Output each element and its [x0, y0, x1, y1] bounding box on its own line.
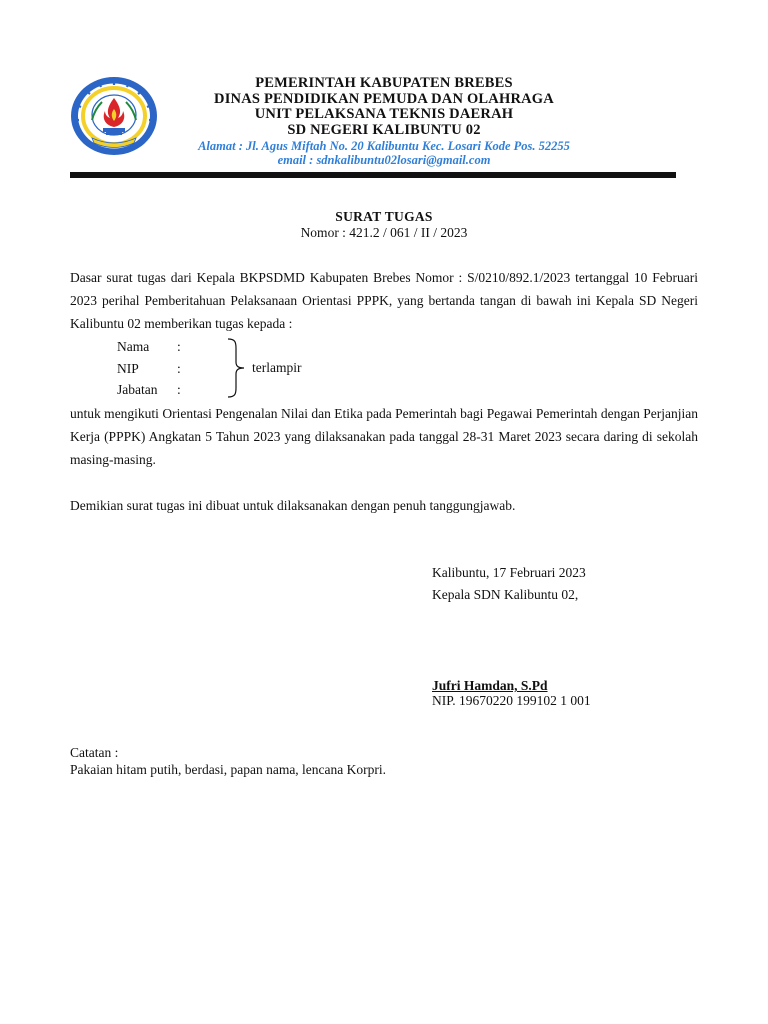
- assignee-fields: [117, 336, 187, 401]
- signatory-name: Jufri Hamdan, S.Pd: [432, 678, 548, 693]
- signatory-nip: NIP. 19670220 199102 1 001: [432, 693, 591, 708]
- fields-value: terlampir: [252, 360, 302, 375]
- field-label: Nama: [117, 339, 150, 354]
- field-row-nip: [117, 358, 187, 380]
- field-colon: :: [177, 360, 181, 376]
- field-colon: :: [177, 382, 181, 397]
- signature-position: Kepala SDN Kalibuntu 02,: [432, 587, 579, 602]
- document-heading: [70, 209, 698, 241]
- letterhead-government-line: PEMERINTAH KABUPATEN BREBES: [255, 75, 513, 91]
- field-row-name: [117, 336, 187, 358]
- note-label: Catatan :: [70, 745, 119, 760]
- signature-block: [432, 562, 586, 606]
- note-text: Pakaian hitam putih, berdasi, papan nama, lencana Korpri.: [70, 762, 387, 777]
- letterhead: [170, 76, 598, 167]
- assignment-paragraph: untuk mengikuti Orientasi Pengenalan Nilai dan Etika pada Pemerintah bagi Pegawai Pemerintah dengan Perjanjian Kerja (PPPK) Angkatan 5 Tahun 2023 yang dilaksanakan pada tanggal 28-31 Maret 2023 secara daring di sekolah masing-masing.: [70, 406, 698, 467]
- signature-place-date: Kalibuntu, 17 Februari 2023: [432, 565, 586, 580]
- document-number: Nomor : 421.2 / 061 / II / 2023: [300, 225, 468, 240]
- document-title: SURAT TUGAS: [335, 209, 433, 224]
- field-label: Jabatan: [117, 382, 158, 397]
- field-row-position: [117, 379, 187, 401]
- basis-paragraph: Dasar surat tugas dari Kepala BKPSDMD Kabupaten Brebes Nomor : S/0210/892.1/2023 tertanggal 10 Februari 2023 perihal Pemberitahuan Pelaksanaan Orientasi PPPK, yang bertanda tangan di bawah ini Kepala SD Negeri Kalibuntu 02 memberikan tugas kepada :: [70, 270, 698, 331]
- letterhead-agency-line: DINAS PENDIDIKAN PEMUDA DAN OLAHRAGA: [214, 90, 554, 107]
- letterhead-email: email : sdnkalibuntu02losari@gmail.com: [277, 153, 491, 167]
- note-block: [70, 744, 386, 778]
- right-brace-icon: [226, 338, 248, 398]
- brebes-regency-emblem-icon: [70, 76, 158, 156]
- letterhead-address: Alamat : Jl. Agus Miftah No. 20 Kalibuntu Kec. Losari Kode Pos. 52255: [198, 139, 570, 153]
- letterhead-divider: [70, 172, 676, 178]
- letterhead-school-line: SD NEGERI KALIBUNTU 02: [287, 121, 481, 138]
- closing-paragraph: Demikian surat tugas ini dibuat untuk dilaksanakan dengan penuh tanggungjawab.: [70, 498, 516, 513]
- field-colon: :: [177, 339, 181, 354]
- letterhead-unit-line: UNIT PELAKSANA TEKNIS DAERAH: [254, 106, 514, 122]
- field-label: NIP: [117, 360, 139, 376]
